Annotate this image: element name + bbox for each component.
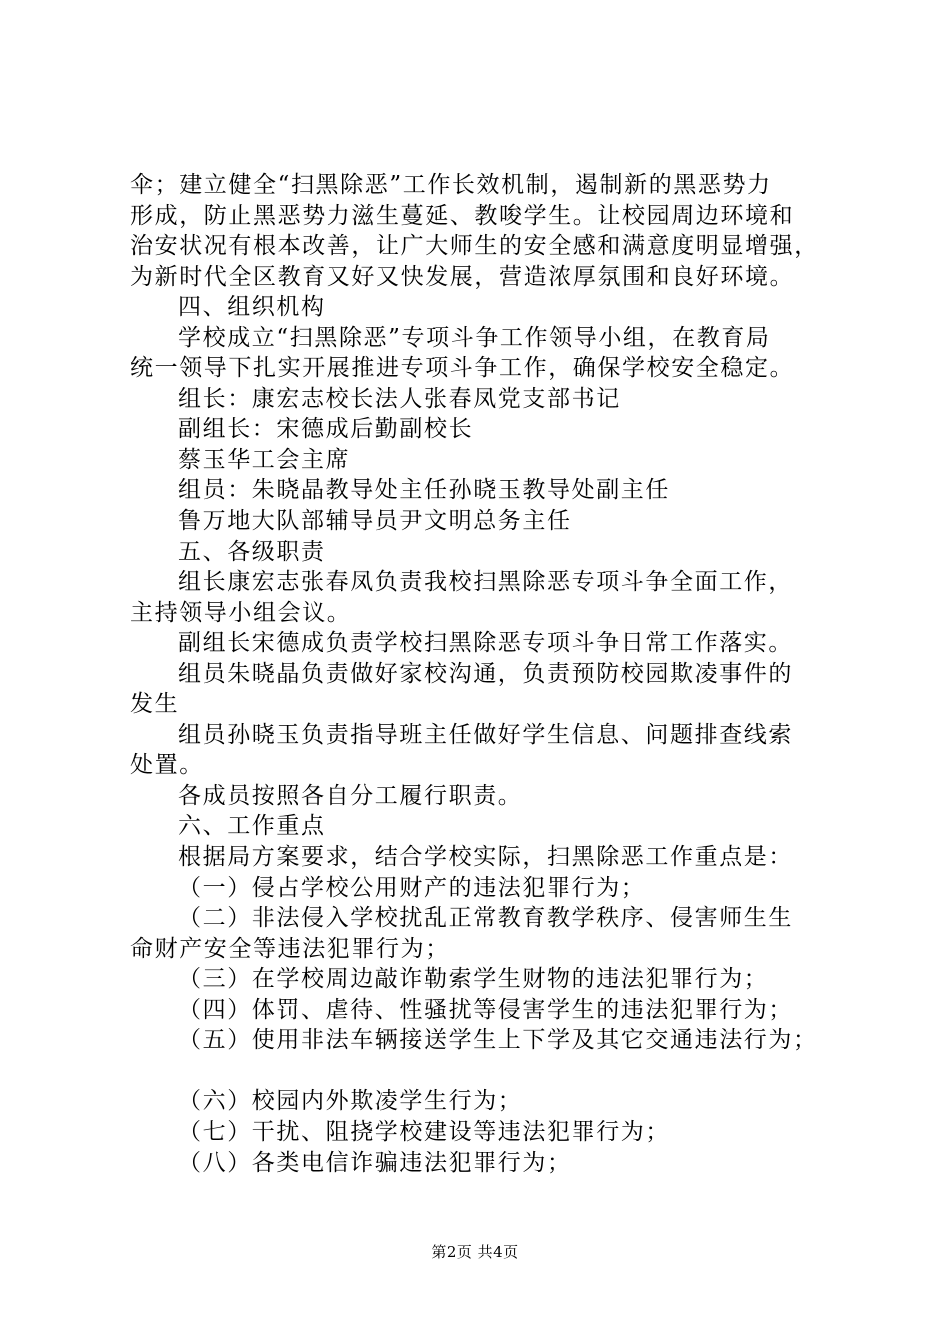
- text-line: （八）各类电信诈骗违法犯罪行为；: [178, 1149, 572, 1176]
- page-footer: 第2页 共4页: [431, 1243, 519, 1261]
- text-line: 处置。: [130, 752, 204, 779]
- text-line: 蔡玉华工会主席: [178, 446, 351, 473]
- text-line: 主持领导小组会议。: [130, 599, 352, 626]
- text-line: 组长康宏志张春凤负责我校扫黑除恶专项斗争全面工作，: [178, 569, 793, 596]
- text-line: 鲁万地大队部辅导员尹文明总务主任: [178, 508, 572, 535]
- text-line: （七）干扰、阻挠学校建设等违法犯罪行为；: [178, 1118, 670, 1145]
- text-line: 副组长宋德成负责学校扫黑除恶专项斗争日常工作落实。: [178, 630, 793, 657]
- text-line: 命财产安全等违法犯罪行为；: [130, 935, 450, 962]
- text-line: （四）体罚、虐待、性骚扰等侵害学生的违法犯罪行为；: [178, 996, 793, 1023]
- text-line: 组长：康宏志校长法人张春凤党支部书记: [178, 385, 621, 412]
- text-line: 伞；建立健全“扫黑除恶”工作长效机制，遏制新的黑恶势力: [130, 172, 772, 198]
- text-line: 组员朱晓晶负责做好家校沟通，负责预防校园欺凌事件的: [178, 660, 793, 687]
- text-line: 形成，防止黑恶势力滋生蔓延、教唆学生。让校园周边环境和: [130, 202, 795, 229]
- text-line: 组员：朱晓晶教导处主任孙晓玉教导处副主任: [178, 477, 670, 504]
- text-line: 为新时代全区教育又好又快发展，营造浓厚氛围和良好环境。: [130, 263, 795, 290]
- text-line: 各成员按照各自分工履行职责。: [178, 782, 523, 809]
- text-line: 五、各级职责: [178, 538, 326, 565]
- text-line: （一）侵占学校公用财产的违法犯罪行为；: [178, 874, 646, 901]
- text-line: 统一领导下扎实开展推进专项斗争工作，确保学校安全稳定。: [130, 355, 795, 382]
- text-line: （二）非法侵入学校扰乱正常教育教学秩序、侵害师生生: [178, 905, 793, 932]
- text-line: 副组长：宋德成后勤副校长: [178, 416, 474, 443]
- text-line: 六、工作重点: [178, 813, 326, 840]
- document-body: [130, 170, 840, 1178]
- text-line: [130, 1056, 840, 1087]
- text-line: 组员孙晓玉负责指导班主任做好学生信息、问题排查线索: [178, 721, 793, 748]
- text-line: 治安状况有根本改善，让广大师生的安全感和满意度明显增强，: [130, 233, 819, 260]
- text-line: （五）使用非法车辆接送学生上下学及其它交通违法行为；: [178, 1027, 818, 1054]
- text-line: 四、组织机构: [178, 294, 326, 321]
- text-line: 发生: [130, 691, 180, 718]
- text-line: （六）校园内外欺凌学生行为；: [178, 1088, 523, 1115]
- text-line: 学校成立“扫黑除恶”专项斗争工作领导小组，在教育局: [178, 324, 771, 351]
- text-line: （三）在学校周边敲诈勒索学生财物的违法犯罪行为；: [178, 966, 769, 993]
- text-line: 根据局方案要求，结合学校实际，扫黑除恶工作重点是：: [178, 844, 793, 871]
